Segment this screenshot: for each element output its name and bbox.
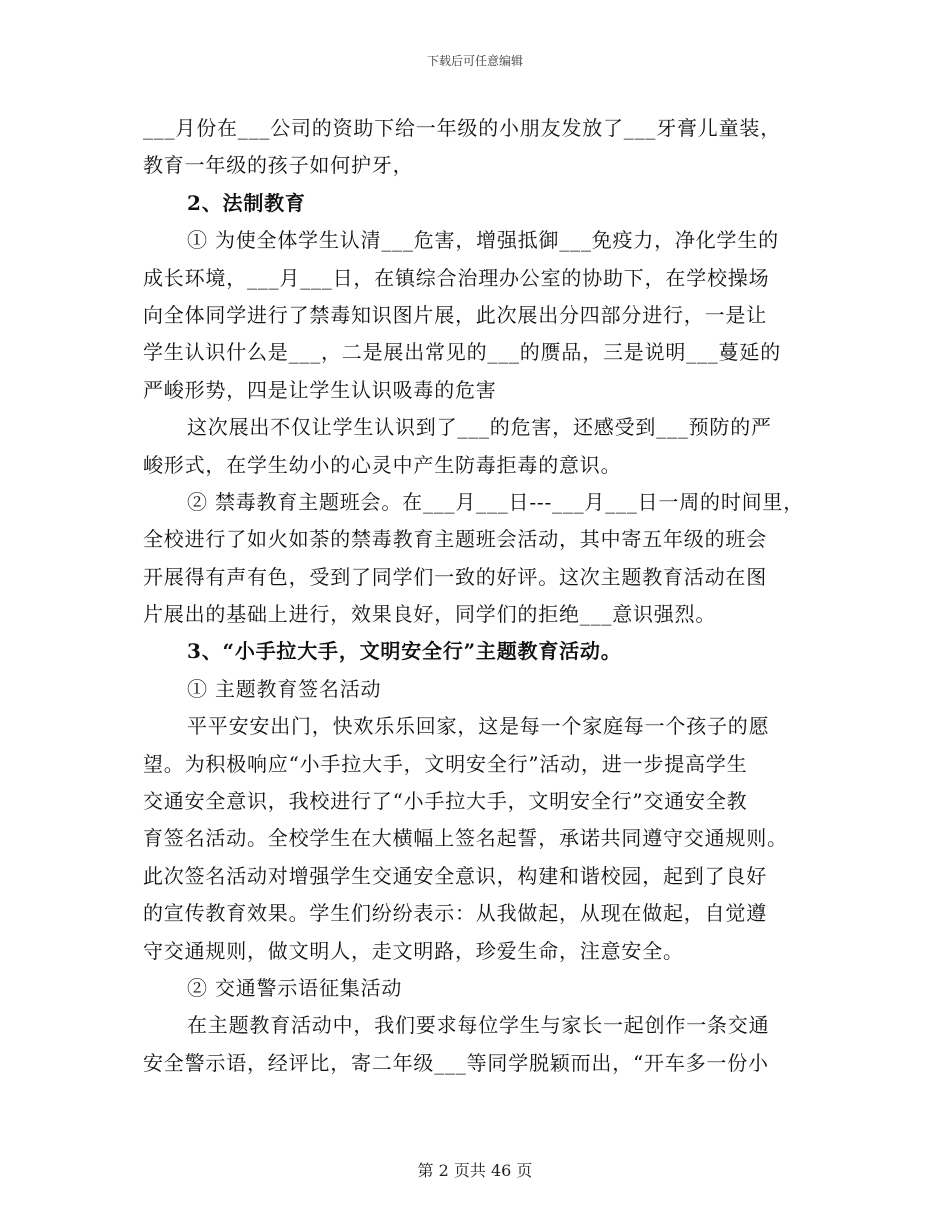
document-body <box>143 110 823 1082</box>
text-line: 学生认识什么是___，二是展出常见的___的赝品，三是说明___蔓延的 <box>143 340 781 365</box>
section-heading: 3、“小手拉大手，文明安全行”主题教育活动。 <box>187 639 622 664</box>
text-line: 守交通规则，做文明人，走文明路，珍爱生命，注意安全。 <box>143 938 684 963</box>
text-line: ① 为使全体学生认清___危害，增强抵御___免疫力，净化学生的 <box>187 228 779 253</box>
text-line: 的宣传教育效果。学生们纷纷表示：从我做起，从现在做起，自觉遵 <box>143 901 767 926</box>
text-line: 此次签名活动对增强学生交通安全意识，构建和谐校园，起到了良好 <box>143 863 767 888</box>
text-line: 严峻形势，四是让学生认识吸毒的危害 <box>143 377 497 402</box>
text-line: 育签名活动。全校学生在大横幅上签名起誓，承诺共同遵守交通规则。 <box>143 826 788 851</box>
section-heading: 2、法制教育 <box>187 190 306 215</box>
text-line: 这次展出不仅让学生认识到了___的危害，还感受到___预防的严 <box>187 415 772 440</box>
text-line: ② 交通警示语征集活动 <box>187 975 403 1000</box>
page-header: 下载后可任意编辑 <box>426 54 523 68</box>
text-line: 交通安全意识，我校进行了“小手拉大手，文明安全行”交通安全教 <box>143 789 748 814</box>
text-line: 平平安安出门，快欢乐乐回家，这是每一个家庭每一个孩子的愿 <box>187 714 770 739</box>
text-line: 向全体同学进行了禁毒知识图片展，此次展出分四部分进行，一是让 <box>143 302 767 327</box>
text-line: 片展出的基础上进行，效果良好，同学们的拒绝___意识强烈。 <box>143 602 717 627</box>
page-footer: 第 2 页共 46 页 <box>417 1161 533 1180</box>
text-line: 开展得有声有色，受到了同学们一致的好评。这次主题教育活动在图 <box>143 564 767 589</box>
text-line: 全校进行了如火如荼的禁毒教育主题班会活动，其中寄五年级的班会 <box>143 527 767 552</box>
text-line: ② 禁毒教育主题班会。在___月___日---___月___日一周的时间里， <box>187 489 805 514</box>
text-line: 成长环境，___月___日，在镇综合治理办公室的协助下，在学校操场 <box>143 265 770 290</box>
text-line: ___月份在___公司的资助下给一年级的小朋友发放了___牙膏儿童装， <box>143 116 781 140</box>
text-line: 峻形式，在学生幼小的心灵中产生防毒拒毒的意识。 <box>143 452 622 477</box>
text-line: 教育一年级的孩子如何护牙， <box>143 153 414 178</box>
text-line: 安全警示语，经评比，寄二年级___等同学脱颖而出，“开车多一份小 <box>143 1050 769 1075</box>
text-line: 在主题教育活动中，我们要求每位学生与家长一起创作一条交通 <box>187 1013 770 1038</box>
text-line: ① 主题教育签名活动 <box>187 676 382 701</box>
text-line: 望。为积极响应“小手拉大手，文明安全行”活动，进一步提高学生 <box>143 751 748 776</box>
